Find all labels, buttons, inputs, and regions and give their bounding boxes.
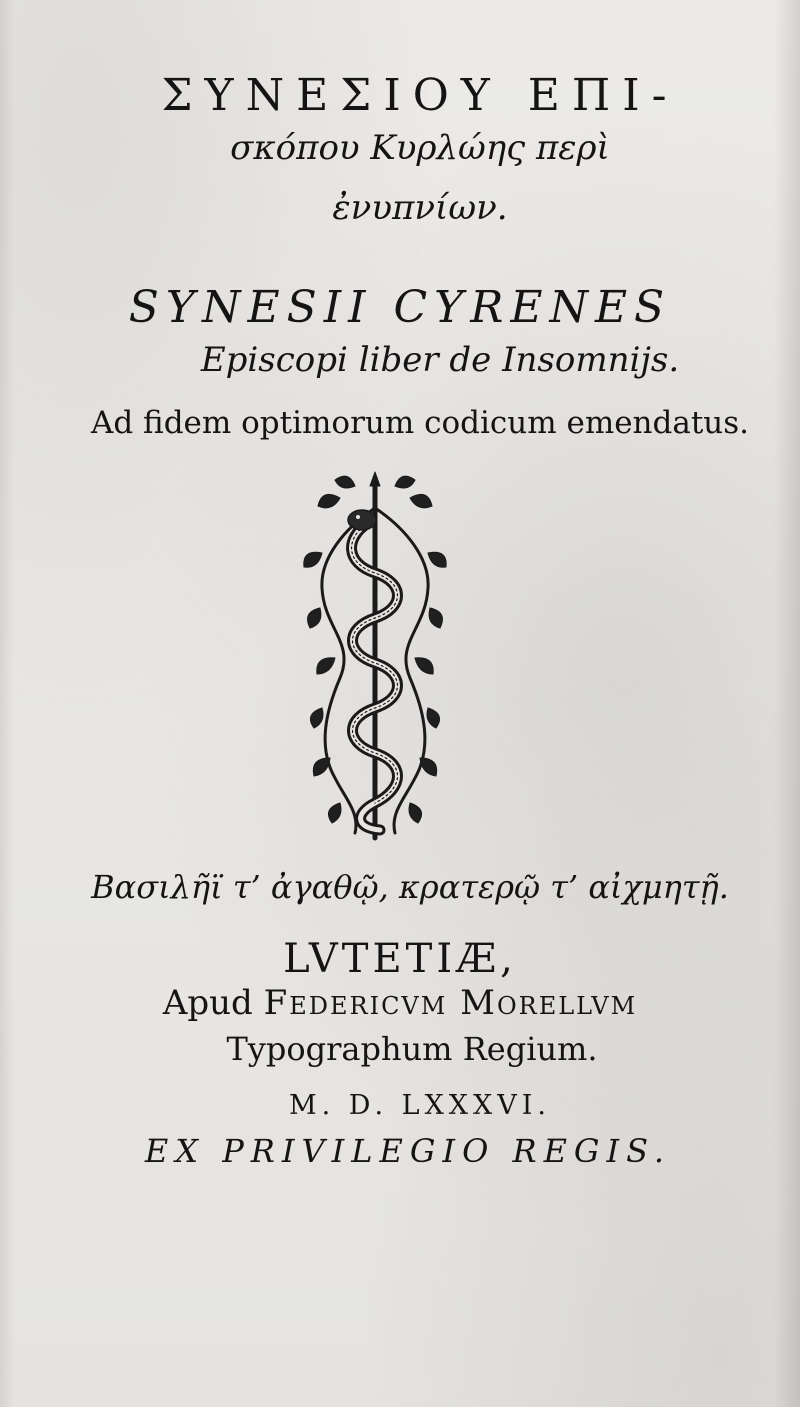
motto: Βασιλῆϊ τ’ ἀγαθῷ, κρατερῷ τ’ αἰχμητῇ. xyxy=(91,868,729,906)
imprint-printer-name: Federicvm Morellvm xyxy=(263,983,638,1023)
latin-title-line-1: SYNESII CYRENES xyxy=(128,282,672,333)
staff-with-serpent-and-vine-icon xyxy=(300,468,450,848)
imprint-printer-title: Typographum Regium. xyxy=(226,1030,598,1068)
imprint-apud: Apud xyxy=(162,983,253,1023)
greek-title-line-2: σκόπου Κυρλώης περὶ xyxy=(230,128,610,168)
imprint-privilege: EX PRIVILEGIO REGIS. xyxy=(144,1132,672,1170)
greek-title-line-3: ἐνυπνίων. xyxy=(332,188,508,228)
imprint-city: LVTETIÆ, xyxy=(283,936,517,982)
latin-title-line-2: Episcopi liber de Insomnijs. xyxy=(200,340,680,380)
latin-title-line-3: Ad fidem optimorum codicum emendatus. xyxy=(90,405,750,441)
imprint-year: M. D. LXXXVI. xyxy=(288,1090,551,1121)
greek-title-line-1: ΣΥΝΕΣΙΟΥ ΕΠΙ- xyxy=(161,70,679,121)
imprint-printer-line xyxy=(0,983,800,1023)
